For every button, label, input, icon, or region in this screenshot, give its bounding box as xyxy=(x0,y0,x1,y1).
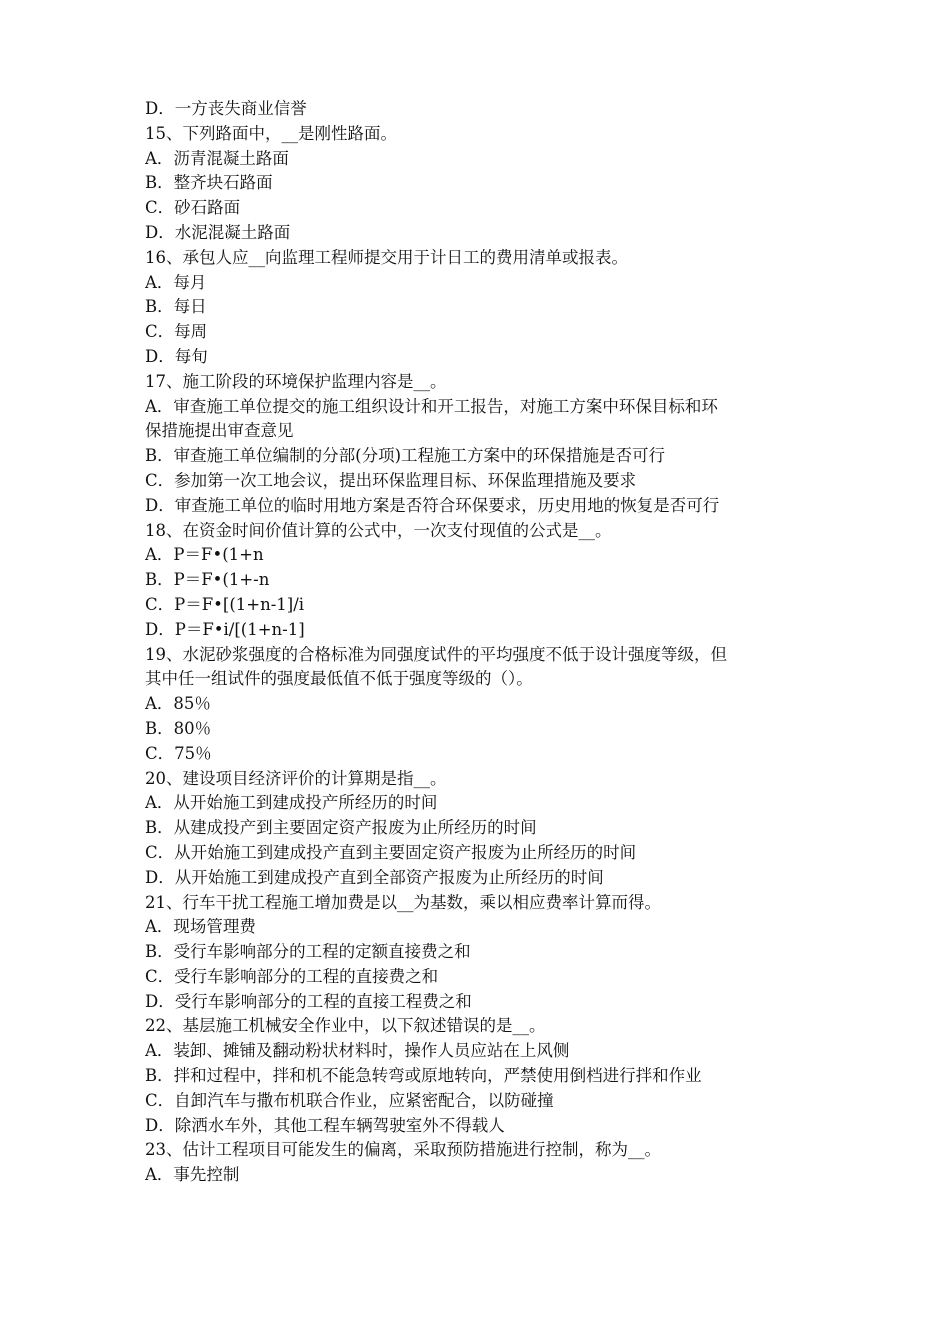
text-line: B．P＝F•(1+-n xyxy=(145,570,270,590)
text-line: B．每日 xyxy=(145,297,207,317)
text-line: C．自卸汽车与撒布机联合作业，应紧密配合，以防碰撞 xyxy=(145,1090,554,1110)
text-line: 22、基层施工机械安全作业中，以下叙述错误的是__。 xyxy=(145,1016,546,1036)
text-line: A．沥青混凝土路面 xyxy=(145,148,289,168)
text-line: B．80％ xyxy=(145,718,212,738)
text-line: C．砂石路面 xyxy=(145,198,241,218)
text-line: B．受行车影响部分的工程的定额直接费之和 xyxy=(145,942,471,962)
document-body xyxy=(145,97,815,1188)
text-line: A．装卸、摊铺及翻动粉状材料时，操作人员应站在上风侧 xyxy=(145,1041,570,1061)
text-line: 19、水泥砂浆强度的合格标准为同强度试件的平均强度不低于设计强度等级，但 xyxy=(145,644,727,664)
text-line: D．从开始施工到建成投产直到全部资产报废为止所经历的时间 xyxy=(145,867,604,887)
text-line: A．P＝F•(1+n xyxy=(145,545,264,565)
text-line: D．审查施工单位的临时用地方案是否符合环保要求，历史用地的恢复是否可行 xyxy=(145,495,720,515)
text-line: 20、建设项目经济评价的计算期是指__。 xyxy=(145,768,447,788)
text-line: D．P＝F•i/[(1+n-1] xyxy=(145,619,305,639)
text-line: A．事先控制 xyxy=(145,1165,240,1185)
text-line: B．整齐块石路面 xyxy=(145,173,273,193)
text-line: C．75％ xyxy=(145,743,212,763)
text-line: C．每周 xyxy=(145,322,208,342)
text-line: A．审查施工单位提交的施工组织设计和开工报告，对施工方案中环保目标和环 xyxy=(145,396,718,416)
text-line: D．一方丧失商业信誉 xyxy=(145,99,307,118)
text-line: D．除洒水车外，其他工程车辆驾驶室外不得载人 xyxy=(145,1115,505,1135)
text-line: B．从建成投产到主要固定资产报废为止所经历的时间 xyxy=(145,818,537,838)
text-line: C．P＝F•[(1+n-1]/i xyxy=(145,594,305,614)
text-line: A．从开始施工到建成投产所经历的时间 xyxy=(145,793,438,813)
text-line: B．审查施工单位编制的分部(分项)工程施工方案中的环保措施是否可行 xyxy=(145,446,665,466)
text-line: C．从开始施工到建成投产直到主要固定资产报废为止所经历的时间 xyxy=(145,842,637,862)
text-line: A．现场管理费 xyxy=(145,917,256,937)
text-line: C．受行车影响部分的工程的直接费之和 xyxy=(145,966,439,986)
text-line: 其中任一组试件的强度最低值不低于强度等级的（）。 xyxy=(145,669,533,689)
text-line: 23、估计工程项目可能发生的偏离，采取预防措施进行控制，称为__。 xyxy=(145,1140,661,1160)
text-line: 16、承包人应__向监理工程师提交用于计日工的费用清单或报表。 xyxy=(145,247,628,267)
text-line: 18、在资金时间价值计算的公式中，一次支付现值的公式是__。 xyxy=(145,520,612,540)
text-line: 保措施提出审查意见 xyxy=(145,421,294,441)
text-line: 15、下列路面中，__是刚性路面。 xyxy=(145,123,397,143)
text-line: A．每月 xyxy=(145,272,207,292)
text-line: 17、施工阶段的环境保护监理内容是__。 xyxy=(145,371,447,391)
text-line: D．受行车影响部分的工程的直接工程费之和 xyxy=(145,991,472,1011)
text-line: A．85％ xyxy=(145,694,211,714)
text-line: B．拌和过程中，拌和机不能急转弯或原地转向，严禁使用倒档进行拌和作业 xyxy=(145,1066,702,1086)
text-line: D．水泥混凝土路面 xyxy=(145,222,291,242)
text-line: C．参加第一次工地会议，提出环保监理目标、环保监理措施及要求 xyxy=(145,470,637,490)
text-line: D．每旬 xyxy=(145,346,208,366)
text-line: 21、行车干扰工程施工增加费是以__为基数，乘以相应费率计算而得。 xyxy=(145,892,661,912)
